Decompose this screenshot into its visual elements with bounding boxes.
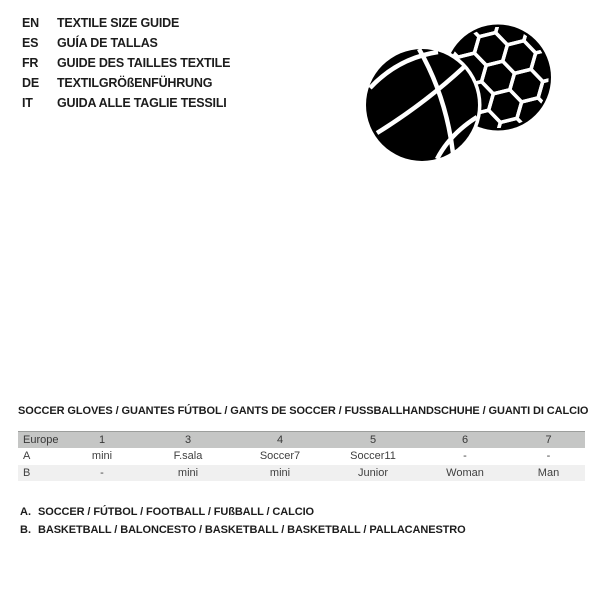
size-table <box>18 431 585 481</box>
table-cell: mini <box>91 450 113 462</box>
footnote <box>20 522 466 540</box>
header-cell: 5 <box>369 434 377 446</box>
basketball-icon <box>363 46 482 165</box>
language-code: EN <box>22 16 39 30</box>
language-guide-block <box>22 13 230 113</box>
language-label: GUÍA DE TALLAS <box>57 36 158 50</box>
header-cell: 4 <box>276 434 284 446</box>
table-cell: Soccer11 <box>350 450 396 462</box>
header-cell: 7 <box>545 434 552 446</box>
header-cell-region: Europe <box>23 434 59 446</box>
footnote-label: B. <box>20 523 31 536</box>
table-cell: Man <box>537 467 560 479</box>
language-code: ES <box>22 36 39 50</box>
header-cell: 6 <box>461 434 469 446</box>
language-row <box>22 53 230 73</box>
table-row <box>18 464 585 481</box>
table-cell: Soccer7 <box>259 450 301 462</box>
table-cell: Junior <box>358 467 388 479</box>
language-code: DE <box>22 76 39 90</box>
footnote-text: BASKETBALL / BALONCESTO / BASKETBALL / BASKETBALL / PALLACANESTRO <box>38 523 466 536</box>
language-label: GUIDA ALLE TAGLIE TESSILI <box>57 96 227 110</box>
language-label: TEXTILGRÖßENFÜHRUNG <box>57 76 213 90</box>
table-cell: F.sala <box>173 450 203 462</box>
table-cell: mini <box>177 467 199 479</box>
language-code: FR <box>22 56 39 70</box>
table-cell: - <box>546 450 551 462</box>
footnote <box>20 504 466 522</box>
row-label-cell: A <box>23 450 31 462</box>
language-label: TEXTILE SIZE GUIDE <box>57 16 180 30</box>
language-row <box>22 93 230 113</box>
size-table-title: SOCCER GLOVES / GUANTES FÚTBOL / GANTS DE SOCCER / FUSSBALLHANDSCHUHE / GUANTI DI CALCIO <box>18 405 589 417</box>
footnote-label: A. <box>20 506 31 518</box>
table-header-row <box>18 431 585 448</box>
table-row <box>18 448 585 464</box>
language-row <box>22 33 230 53</box>
table-cell: mini <box>269 467 291 479</box>
header-cell: 3 <box>184 434 192 446</box>
header-cell: 1 <box>98 434 106 446</box>
language-row <box>22 13 230 33</box>
table-cell: - <box>463 450 467 462</box>
row-label-cell: B <box>23 467 31 479</box>
sports-balls-illustration <box>358 10 562 174</box>
table-cell: Woman <box>446 467 484 479</box>
language-code: IT <box>22 96 33 110</box>
footnote-text: SOCCER / FÚTBOL / FOOTBALL / FUßBALL / CALCIO <box>38 506 314 518</box>
language-row <box>22 73 230 93</box>
footnotes-block <box>20 504 466 539</box>
language-label: GUIDE DES TAILLES TEXTILE <box>57 56 231 70</box>
table-cell: - <box>100 467 104 479</box>
